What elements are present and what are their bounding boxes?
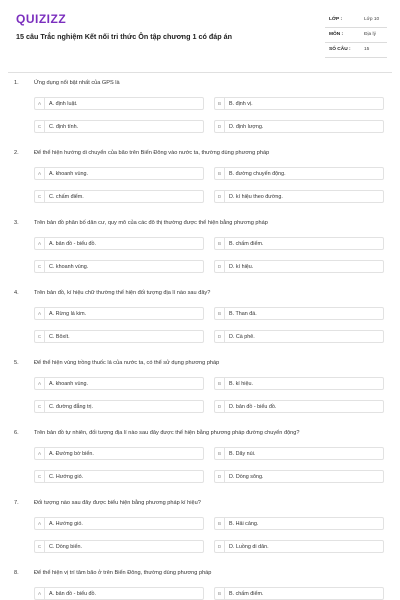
option-text: D. Dòng sông. (229, 473, 264, 480)
option-letter: B (215, 308, 225, 319)
question-text: Ứng dụng nổi bật nhất của GPS là (34, 80, 120, 86)
option-letter: A (35, 308, 45, 319)
option-text: B. chấm điểm. (229, 240, 264, 247)
option-text: C. Dòng biển. (49, 543, 82, 550)
meta-value: Địa lý (364, 32, 376, 37)
option-letter: D (215, 471, 225, 482)
meta-label: MÔN : (329, 32, 344, 37)
option-text: B. định vị. (229, 100, 253, 107)
option-letter: C (35, 331, 45, 342)
option-letter: C (35, 471, 45, 482)
option-letter: B (215, 448, 225, 459)
option-letter: A (35, 168, 45, 179)
option-c[interactable] (34, 260, 204, 273)
option-text: C. đường đẳng trị. (49, 403, 94, 410)
question-3 (0, 220, 400, 290)
option-b[interactable] (214, 447, 384, 460)
option-letter: A (35, 448, 45, 459)
question-text: Trên bản đồ tự nhiên, đối tượng địa lí nào sau đây được thể hiện bằng phương pháp đường chuyển động? (34, 430, 300, 436)
option-letter: C (35, 261, 45, 272)
question-number: 5. (14, 360, 19, 366)
option-letter: A (35, 588, 45, 599)
option-letter: D (215, 261, 225, 272)
page-title: 15 câu Trắc nghiệm Kết nối tri thức Ôn tập chương 1 có đáp án (16, 32, 233, 41)
question-number: 6. (14, 430, 19, 436)
option-text: D. Luồng di dân. (229, 543, 269, 550)
question-list (0, 80, 400, 600)
option-text: B. kí hiệu. (229, 380, 253, 387)
option-b[interactable] (214, 587, 384, 600)
question-number: 7. (14, 500, 19, 506)
option-text: D. kí hiệu theo đường. (229, 193, 283, 200)
question-text: Đối tượng nào sau đây được biểu hiện bằng phương pháp kí hiệu? (34, 500, 201, 506)
question-text: Để thể hiện vị trí tâm bão ở trên Biển Đông, thường dùng phương pháp (34, 570, 212, 576)
question-number: 4. (14, 290, 19, 296)
option-letter: B (215, 378, 225, 389)
option-a[interactable] (34, 377, 204, 390)
option-text: D. Cà phê. (229, 333, 255, 340)
option-letter: B (215, 98, 225, 109)
option-text: C. khoanh vùng. (49, 263, 89, 270)
option-d[interactable] (214, 260, 384, 273)
option-d[interactable] (214, 120, 384, 133)
option-letter: C (35, 191, 45, 202)
option-letter: D (215, 541, 225, 552)
option-a[interactable] (34, 97, 204, 110)
option-letter: C (35, 541, 45, 552)
option-text: A. khoanh vùng. (49, 170, 88, 177)
option-b[interactable] (214, 237, 384, 250)
option-b[interactable] (214, 517, 384, 530)
option-text: C. Hướng gió. (49, 473, 84, 480)
option-letter: A (35, 518, 45, 529)
option-a[interactable] (34, 307, 204, 320)
meta-label: LỚP : (329, 17, 343, 22)
option-letter: B (215, 518, 225, 529)
question-1 (0, 80, 400, 150)
option-b[interactable] (214, 377, 384, 390)
header-divider (8, 72, 392, 73)
option-b[interactable] (214, 97, 384, 110)
option-text: C. Bôxít. (49, 333, 70, 340)
option-b[interactable] (214, 307, 384, 320)
option-text: A. Đường bờ biển. (49, 450, 94, 457)
option-c[interactable] (34, 470, 204, 483)
option-text: D. kí hiệu. (229, 263, 254, 270)
option-a[interactable] (34, 517, 204, 530)
option-text: D. định lượng. (229, 123, 264, 130)
question-6 (0, 430, 400, 500)
option-text: A. định luật. (49, 100, 78, 107)
question-8 (0, 570, 400, 600)
question-5 (0, 360, 400, 430)
option-text: A. Hướng gió. (49, 520, 83, 527)
option-d[interactable] (214, 400, 384, 413)
meta-row-grade (325, 13, 387, 28)
option-text: A. bản đồ - biểu đồ. (49, 240, 97, 247)
option-d[interactable] (214, 190, 384, 203)
option-letter: D (215, 401, 225, 412)
option-letter: A (35, 378, 45, 389)
meta-value: 15 (364, 47, 370, 52)
meta-row-count (325, 43, 387, 58)
option-text: A. khoanh vùng. (49, 380, 88, 387)
option-c[interactable] (34, 330, 204, 343)
meta-row-subject (325, 28, 387, 43)
meta-label: SỐ CÂU : (329, 47, 351, 52)
quizizz-logo: QUIZIZZ (16, 12, 67, 26)
option-d[interactable] (214, 540, 384, 553)
option-d[interactable] (214, 470, 384, 483)
question-2 (0, 150, 400, 220)
option-a[interactable] (34, 587, 204, 600)
option-letter: C (35, 401, 45, 412)
option-text: C. chấm điểm. (49, 193, 84, 200)
question-7 (0, 500, 400, 570)
option-text: B. Dãy núi. (229, 450, 256, 457)
question-text: Trên bản đồ, kí hiệu chữ thường thể hiện đối tượng địa lí nào sau đây? (34, 290, 211, 296)
option-text: A. bản đồ - biểu đồ. (49, 590, 97, 597)
option-c[interactable] (34, 190, 204, 203)
option-letter: C (35, 121, 45, 132)
option-text: B. Than đá. (229, 310, 257, 317)
option-letter: B (215, 168, 225, 179)
option-text: B. Hải cảng. (229, 520, 259, 527)
option-letter: A (35, 238, 45, 249)
option-text: A. Rừng lá kim. (49, 310, 87, 317)
option-c[interactable] (34, 400, 204, 413)
question-number: 2. (14, 150, 19, 156)
option-letter: B (215, 588, 225, 599)
option-letter: D (215, 191, 225, 202)
question-number: 3. (14, 220, 19, 226)
meta-value: Lớp 10 (364, 17, 380, 22)
question-number: 1. (14, 80, 19, 86)
option-b[interactable] (214, 167, 384, 180)
option-a[interactable] (34, 167, 204, 180)
option-text: C. định tính. (49, 123, 79, 130)
question-text: Để thể hiện vùng trồng thuốc lá của nước ta, có thể sử dụng phương pháp (34, 360, 220, 366)
question-4 (0, 290, 400, 360)
option-text: D. bản đồ - biểu đồ. (229, 403, 277, 410)
option-letter: A (35, 98, 45, 109)
option-letter: B (215, 238, 225, 249)
option-c[interactable] (34, 540, 204, 553)
option-a[interactable] (34, 237, 204, 250)
option-text: B. đường chuyển động. (229, 170, 286, 177)
option-d[interactable] (214, 330, 384, 343)
option-a[interactable] (34, 447, 204, 460)
question-text: Để thể hiện hướng di chuyển của bão trên Biển Đông vào nước ta, thường dùng phương pháp (34, 150, 270, 156)
meta-box (325, 13, 387, 58)
header (0, 0, 400, 68)
question-number: 8. (14, 570, 19, 576)
option-c[interactable] (34, 120, 204, 133)
option-text: B. chấm điểm. (229, 590, 264, 597)
option-letter: D (215, 121, 225, 132)
option-letter: D (215, 331, 225, 342)
question-text: Trên bản đồ phân bố dân cư, quy mô của các đô thị thường được thể hiện bằng phương pháp (34, 220, 268, 226)
